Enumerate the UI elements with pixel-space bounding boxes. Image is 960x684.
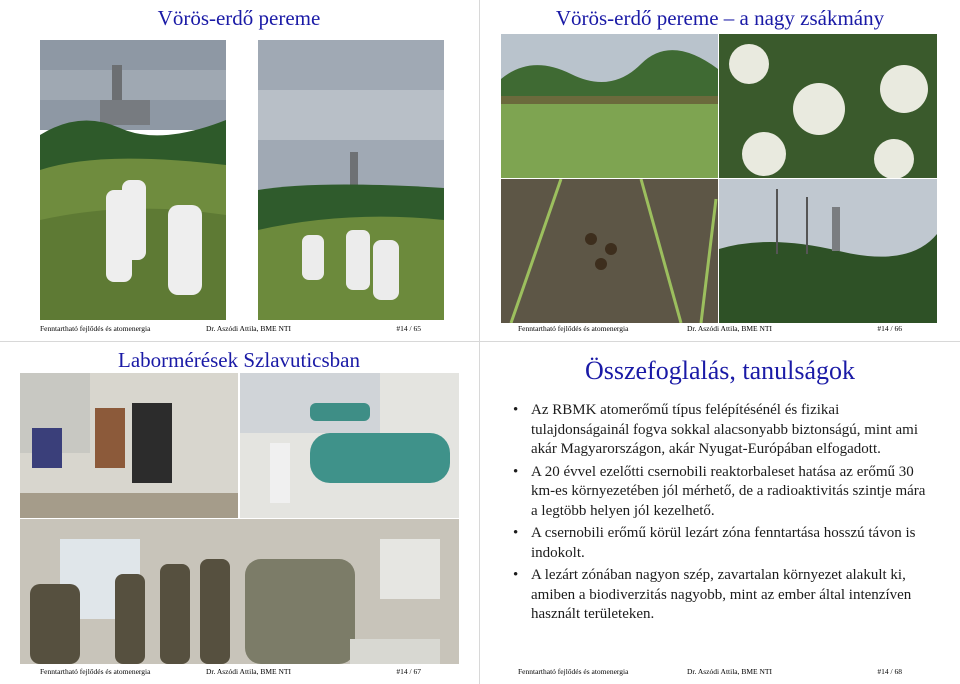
photo-team-on-grass-with-sarcophagus: [258, 40, 444, 320]
footer-page-number: #14 / 68: [877, 667, 902, 676]
slide-67: [0, 343, 478, 683]
slide-66: [481, 0, 959, 340]
photo-droppings-in-grass: [501, 179, 718, 323]
photo-lab-instrument: [240, 373, 459, 518]
photo-lab-group-at-computer: [20, 519, 459, 664]
footer-course: Fenntartható fejlődés és atomenergia: [518, 324, 629, 333]
slide-footer: [481, 324, 959, 336]
footer-author: Dr. Aszódi Attila, BME NTI: [206, 324, 291, 333]
footer-author: Dr. Aszódi Attila, BME NTI: [687, 667, 772, 676]
slide-68: [481, 343, 959, 683]
footer-page-number: #14 / 67: [396, 667, 421, 676]
photo-lab-seated-people: [20, 373, 238, 518]
horizontal-separator: [0, 341, 960, 342]
slide-title: Vörös-erdő pereme – a nagy zsákmány: [555, 6, 885, 30]
slide-footer: [0, 324, 478, 336]
footer-course: Fenntartható fejlődés és atomenergia: [40, 667, 151, 676]
photo-white-flowers: [719, 34, 937, 178]
slide-footer: [481, 667, 959, 679]
summary-bullet-list: [511, 401, 931, 628]
footer-author: Dr. Aszódi Attila, BME NTI: [206, 667, 291, 676]
footer-author: Dr. Aszódi Attila, BME NTI: [687, 324, 772, 333]
slide-65: [0, 0, 478, 340]
footer-course: Fenntartható fejlődés és atomenergia: [40, 324, 151, 333]
bullet-item: • A lezárt zónában nagyon szép, zavartalan környezet alakult ki, amiben a biodiverzitás nagyobb, mint az ember által intenzíven használt területeken.: [511, 566, 931, 625]
slide-footer: [0, 667, 478, 679]
bullet-item: • A 20 évvel ezelőtti csernobili reaktorbaleset hatása az erőmű 30 km-es környezetében jól mérhető, de a radioaktivitás szintje mára a legtöbb helyen jól kezelhető.: [511, 463, 931, 522]
footer-course: Fenntartható fejlődés és atomenergia: [518, 667, 629, 676]
slide-title: Labormérések Szlavuticsban: [118, 348, 360, 372]
photo-power-lines-and-plant: [719, 179, 937, 323]
footer-page-number: #14 / 65: [396, 324, 421, 333]
photo-suited-team-near-plant: [40, 40, 226, 320]
slide-title: Összefoglalás, tanulságok: [584, 356, 856, 385]
slide-title: Vörös-erdő pereme: [157, 6, 321, 30]
bullet-item: • Az RBMK atomerőmű típus felépítésénél és fizikai tulajdonságainál fogva sokkal alacsonyabb biztonságú, mint ami akár Magyarországon, akár Nyugat-Európában elfogadott.: [511, 401, 931, 460]
photo-meadow: [501, 34, 718, 178]
vertical-separator: [479, 0, 480, 684]
bullet-item: • A csernobili erőmű körül lezárt zóna fenntartása hosszú távon is indokolt.: [511, 524, 931, 563]
footer-page-number: #14 / 66: [877, 324, 902, 333]
